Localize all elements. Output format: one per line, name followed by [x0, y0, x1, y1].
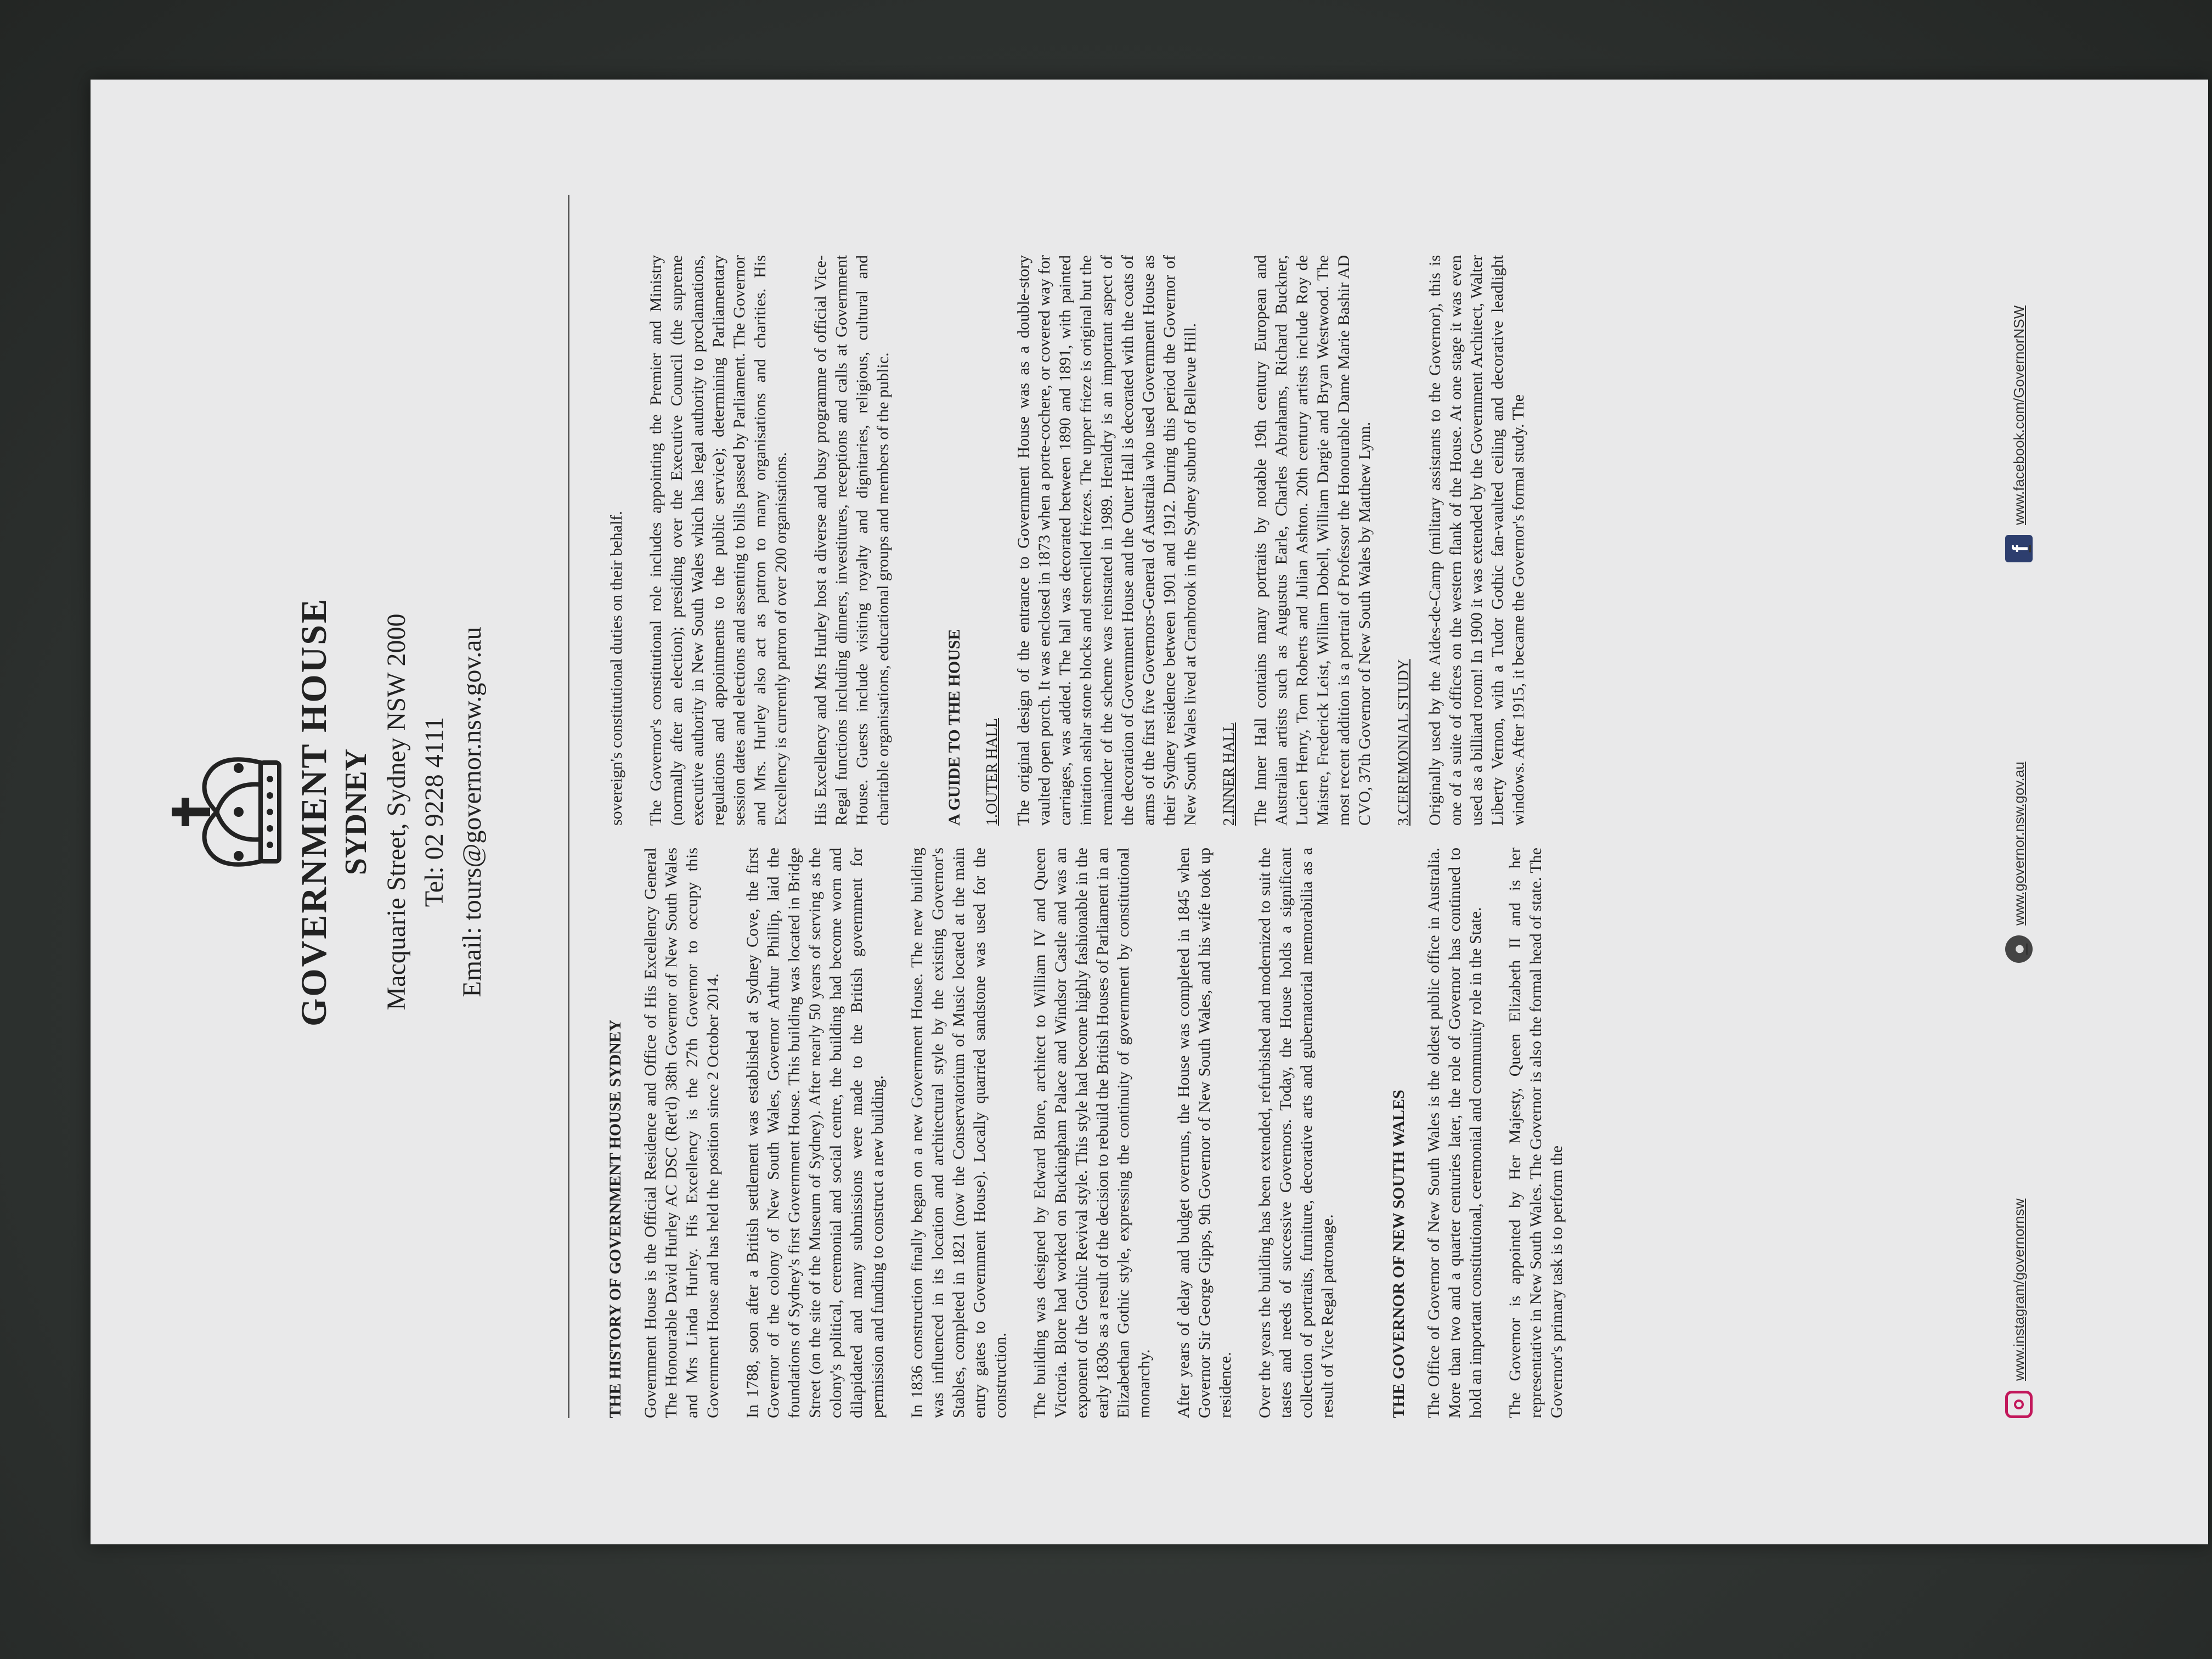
history-paragraph: The building was designed by Edward Blore, architect to William IV and Queen Victoria. Blore had worked on Buckingham Palace and Windsor Castle and was an exponent of the Gothic Revival style. This style had become highly fashionable in the early 1830s as a result of the decision to rebuild the British Houses of Parliament in an Elizabethan Gothic style, expressing the continuity of government by constitutional monarchy.: [1031, 848, 1153, 1418]
ceremonial-study-paragraph: Originally used by the Aides-de-Camp (military assistants to the Governor), this is one of a suite of offices on the western flank of the House. At one stage it was even used as a billiard room! In 1900 it was extended by the Government Architect, Walter Liberty Vernon, with a Tudor Gothic fan-vaulted ceiling and decorative leadlight windows. After 1915, it became the Governor's formal study. The: [1426, 255, 1527, 826]
history-paragraph: Government House is the Official Residence and Office of His Excellency General The Honourable David Hurley AC DSC (Ret'd) 38th Governor of New South Wales and Mrs Linda Hurley. His Excellency is the 27th Governor to occupy this Government House and has held the position since 2 October 2014.: [641, 848, 722, 1418]
website-link[interactable]: [2005, 761, 2033, 963]
letterhead: [156, 80, 487, 1544]
history-paragraph: In 1788, soon after a British settlement was established at Sydney Cove, the first Governor of the colony of New South Wales, Governor Arthur Phillip, laid the foundations of Sydney's first Government House. This building was located in Bridge Street (on the site of the Museum of Sydney). After nearly 50 years of serving as the colony's political, ceremonial and social centre, the building had become worn and dilapidated and many submissions were made to the British government for permission and funding to construct a new building.: [743, 848, 887, 1418]
header-subtitle: SYDNEY: [339, 748, 373, 876]
governor-paragraph: sovereign's constitutional duties on their behalf.: [607, 511, 625, 826]
header-divider: [568, 195, 569, 1418]
facebook-url[interactable]: www.facebook.com/GovernorNSW: [2010, 305, 2027, 525]
inner-hall-heading: 2.INNER HALL: [1221, 722, 1238, 826]
header-address: Macquarie Street, Sydney NSW 2000: [382, 613, 411, 1011]
instagram-icon: [2005, 1391, 2033, 1418]
header-email[interactable]: Email: tours@governor.nsw.gov.au: [458, 627, 487, 997]
instagram-url[interactable]: www.instagram/governornsw: [2010, 1198, 2027, 1381]
crown-icon: [156, 730, 288, 894]
ceremonial-study-heading: 3.CEREMONIAL STUDY: [1395, 659, 1412, 826]
inner-hall-paragraph: The Inner Hall contains many portraits by notable 19th century European and Australian artists such as Augustus Earle, Charles Abrahams, Richard Buckner, Lucien Henry, Tom Roberts and Julian Ashton. 20th century artists include Roy de Maistre, Frederick Leist, William Dobell, William Dargie and Bryan Westwood. The most recent addition is a portrait of Professor the Honourable Dame Marie Bashir AD CVO, 37th Governor of New South Wales by Matthew Lynn.: [1251, 255, 1374, 826]
governor-paragraph: The Governor's constitutional role includes appointing the Premier and Ministry (normally after an election); presiding over the Executive Council (the supreme executive authority in New South Wales which has legal authority to proclamations, regulations and appointments to the public service); determining Parliamentary session dates and elections and assenting to bills passed by Parliament. The Governor and Mrs. Hurley also act as patron to many organisations and charities. His Excellency is currently patron of over 200 organisations.: [647, 255, 790, 826]
facebook-link[interactable]: [2005, 306, 2033, 562]
history-paragraph: In 1836 construction finally began on a new Government House. The new building was influenced in its location and architectural style by the existing Governor's Stables, completed in 1821 (now the Conservatorium of Music located at the main entry gates to Government House). Locally quarried sandstone was used for the construction.: [908, 848, 1009, 1418]
globe-icon: ●: [2005, 935, 2033, 963]
governor-heading: THE GOVERNOR OF NEW SOUTH WALES: [1390, 1090, 1408, 1418]
left-column: [606, 848, 1586, 1418]
governor-paragraph: The Office of Governor of New South Wales is the oldest public office in Australia. More than two and a quarter centuries later, the role of Governor has continued to hold an important constitutional, ceremonial and community role in the State.: [1425, 848, 1485, 1418]
history-heading: THE HISTORY OF GOVERNMENT HOUSE SYDNEY: [606, 1019, 624, 1418]
footer-links: [2005, 195, 2038, 1418]
header-tel: Tel: 02 9228 4111: [420, 716, 449, 907]
outer-hall-heading: 1.OUTER HALL: [984, 718, 1001, 826]
document-content: [91, 80, 2208, 1544]
guide-heading: A GUIDE TO THE HOUSE: [945, 629, 963, 826]
history-paragraph: Over the years the building has been extended, refurbished and modernized to suit the tastes and needs of successive Governors. Today, the House holds a significant collection of portraits, furniture, decorative arts and gubernatorial memorabilia as a result of Vice Regal patronage.: [1256, 848, 1336, 1418]
governor-paragraph: The Governor is appointed by Her Majesty, Queen Elizabeth II and is her representative in New South Wales. The Governor is also the formal head of state. The Governor's primary task is to perform the: [1506, 848, 1566, 1418]
document-sheet: [91, 80, 2208, 1544]
facebook-icon: f: [2005, 535, 2033, 562]
governor-paragraph: His Excellency and Mrs Hurley host a diverse and busy programme of official Vice-Regal functions including dinners, investitures, receptions and calls at Government House. Guests include visiting royalty and dignitaries, religious, cultural and charitable organisations, educational groups and members of the public.: [811, 255, 892, 826]
instagram-link[interactable]: [2005, 1199, 2033, 1418]
history-paragraph: After years of delay and budget overruns, the House was completed in 1845 when Governor Sir George Gipps, 9th Governor of New South Wales, and his wife took up residence.: [1175, 848, 1234, 1418]
website-url[interactable]: www.governor.nsw.gov.au: [2010, 761, 2027, 926]
right-column: [606, 255, 1548, 826]
header-title: GOVERNMENT HOUSE: [294, 597, 334, 1027]
outer-hall-paragraph: The original design of the entrance to Government House was as a double-story vaulted open porch. It was enclosed in 1873 when a porte-cochere, or covered way for carriages, was added. The hall was decorated between 1890 and 1891, with painted imitation ashlar stone blocks and stencilled friezes. The upper frieze is original but the remainder of the scheme was reinstated in 1989. Heraldry is an important aspect of the decoration of Government House and the Outer Hall is decorated with the coats of arms of the first five Governors-General of Australia who used Government House as their Sydney residence between 1901 and 1912. During this period the Governor of New South Wales lived at Cranbrook in the Sydney suburb of Bellevue Hill.: [1014, 255, 1199, 826]
